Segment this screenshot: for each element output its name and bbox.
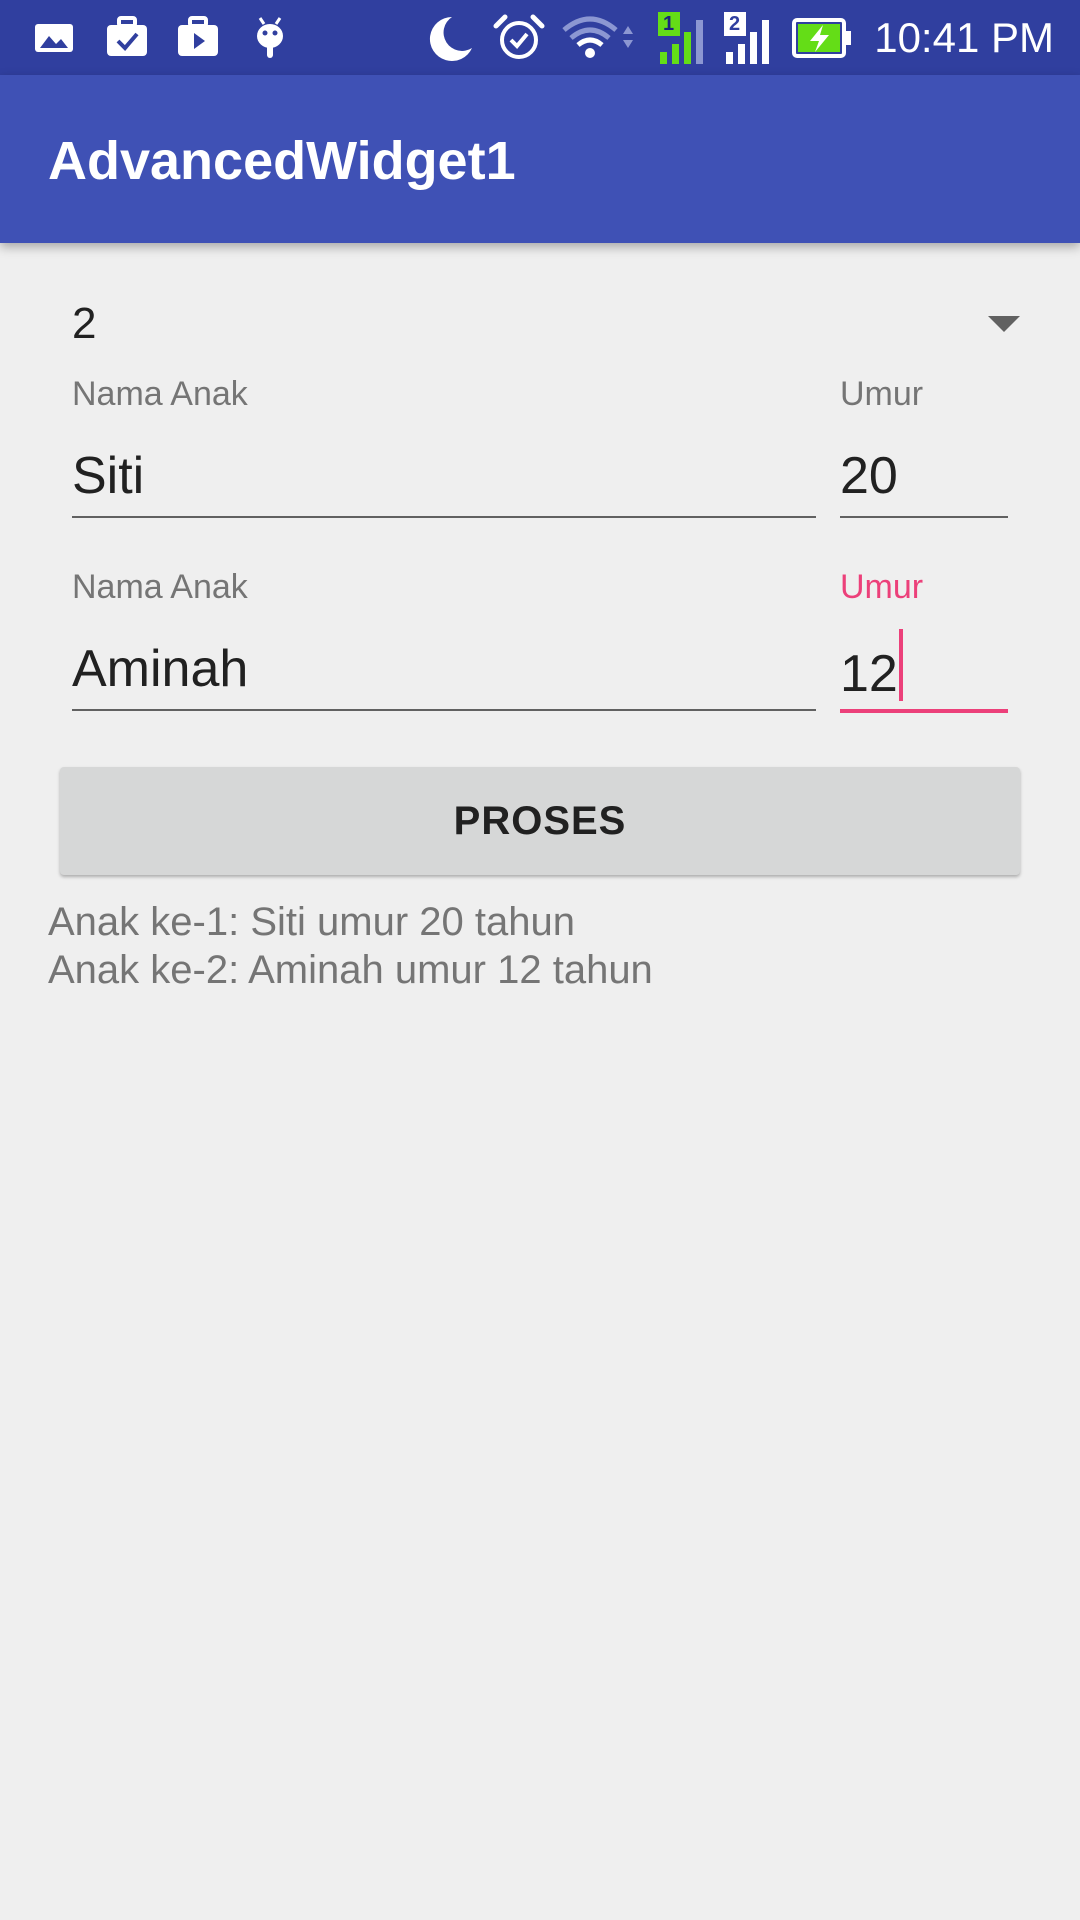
- status-time: 10:41 PM: [874, 14, 1054, 61]
- child-1-age-input[interactable]: 20: [840, 436, 1008, 518]
- gallery-icon: [32, 14, 76, 62]
- app-bar: [0, 75, 1080, 243]
- dropdown-arrow-icon[interactable]: [988, 316, 1020, 332]
- signal-sim2-icon: [722, 12, 778, 64]
- child-1-name-label: Nama Anak: [72, 375, 248, 413]
- result-line-2: Anak ke-2: Aminah umur 12 tahun: [48, 948, 653, 992]
- result-line-1: Anak ke-1: Siti umur 20 tahun: [48, 900, 575, 944]
- app-title: AdvancedWidget1: [48, 131, 516, 191]
- moon-icon: [422, 14, 474, 62]
- child-count-spinner[interactable]: [72, 290, 1026, 366]
- child-1-name-input[interactable]: Siti: [72, 436, 816, 518]
- status-bar: [0, 0, 1080, 75]
- signal-sim1-icon: [656, 12, 712, 64]
- work-check-icon: [104, 14, 150, 62]
- child-2-name-input[interactable]: Aminah: [72, 629, 816, 711]
- work-play-icon: [175, 14, 221, 62]
- child-2-name-label: Nama Anak: [72, 568, 248, 606]
- android-debug-icon: [250, 14, 290, 62]
- result-text: [48, 898, 653, 994]
- text-cursor: [899, 629, 903, 701]
- child-1-age-label: Umur: [840, 375, 924, 413]
- spinner-selected-value: 2: [72, 299, 97, 348]
- sim2-label: 2: [729, 13, 741, 35]
- proses-button[interactable]: PROSES: [60, 767, 1020, 875]
- sim1-label: 1: [663, 13, 675, 35]
- child-2-age-input[interactable]: [840, 629, 1008, 713]
- child-2-age-label: Umur: [840, 568, 924, 606]
- wifi-icon: [560, 14, 640, 62]
- alarm-icon: [492, 14, 546, 62]
- battery-charging-icon: [792, 14, 852, 62]
- child-2-age-value: 12: [840, 645, 898, 703]
